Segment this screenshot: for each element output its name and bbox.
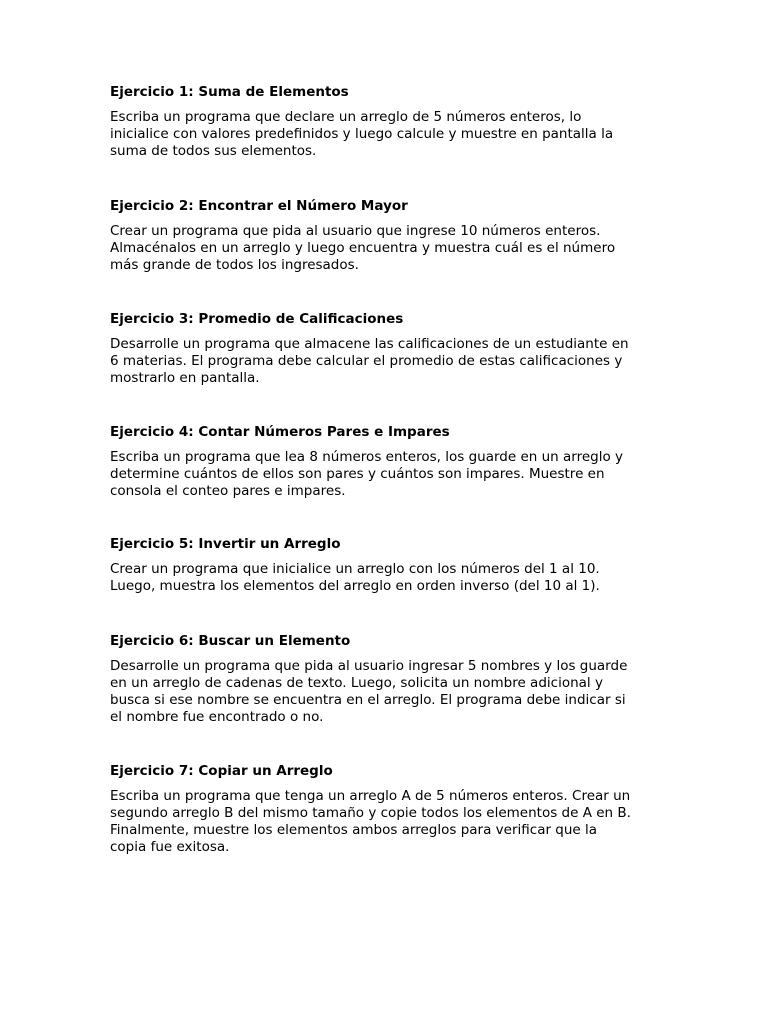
exercise-3: [110, 311, 629, 387]
exercise-title: Ejercicio 4: Contar Números Pares e Impares: [110, 424, 450, 440]
exercise-title: Ejercicio 1: Suma de Elementos: [110, 84, 349, 100]
body-line: Luego, muestra los elementos del arreglo en orden inverso (del 10 al 1).: [110, 578, 600, 594]
body-line: Almacénalos en un arreglo y luego encuentra y muestra cuál es el número: [110, 240, 616, 256]
body-line: Escriba un programa que declare un arreglo de 5 números enteros, lo: [110, 109, 582, 125]
body-line: 6 materias. El programa debe calcular el promedio de estas calificaciones y: [110, 353, 623, 369]
exercise-title: Ejercicio 5: Invertir un Arreglo: [110, 536, 341, 552]
exercise-body: [110, 788, 631, 856]
exercise-body: [110, 561, 600, 595]
exercise-body: [110, 109, 613, 160]
body-line: más grande de todos los ingresados.: [110, 257, 359, 273]
body-line: busca si ese nombre se encuentra en el arreglo. El programa debe indicar si: [110, 692, 626, 708]
body-line: Crear un programa que inicialice un arreglo con los números del 1 al 10.: [110, 561, 600, 577]
body-line: el nombre fue encontrado o no.: [110, 709, 324, 725]
body-line: Escriba un programa que tenga un arreglo A de 5 números enteros. Crear un: [110, 788, 631, 804]
body-line: suma de todos sus elementos.: [110, 143, 317, 159]
body-line: inicialice con valores predefinidos y luego calcule y muestre en pantalla la: [110, 126, 614, 142]
exercise-body: [110, 658, 627, 726]
exercise-6: [110, 633, 627, 726]
body-line: Desarrolle un programa que almacene las calificaciones de un estudiante en: [110, 336, 629, 352]
body-line: copia fue exitosa.: [110, 839, 230, 855]
exercise-5: [110, 536, 600, 595]
exercise-title: Ejercicio 2: Encontrar el Número Mayor: [110, 198, 408, 214]
exercise-2: [110, 198, 615, 274]
body-line: consola el conteo pares e impares.: [110, 483, 346, 499]
body-line: determine cuántos de ellos son pares y cuántos son impares. Muestre en: [110, 466, 605, 482]
exercise-body: [110, 449, 623, 500]
exercise-body: [110, 336, 629, 387]
exercise-1: [110, 84, 613, 160]
body-line: Escriba un programa que lea 8 números enteros, los guarde en un arreglo y: [110, 449, 624, 465]
exercise-title: Ejercicio 7: Copiar un Arreglo: [110, 763, 333, 779]
exercise-7: [110, 763, 631, 856]
body-line: en un arreglo de cadenas de texto. Luego, solicita un nombre adicional y: [110, 675, 603, 691]
body-line: Desarrolle un programa que pida al usuario ingresar 5 nombres y los guarde: [110, 658, 628, 674]
exercise-title: Ejercicio 3: Promedio de Calificaciones: [110, 311, 404, 327]
body-line: Finalmente, muestre los elementos ambos arreglos para verificar que la: [110, 822, 598, 838]
exercise-title: Ejercicio 6: Buscar un Elemento: [110, 633, 351, 649]
body-line: segundo arreglo B del mismo tamaño y copie todos los elementos de A en B.: [110, 805, 631, 821]
exercise-4: [110, 424, 623, 500]
exercise-body: [110, 223, 615, 274]
body-line: mostrarlo en pantalla.: [110, 370, 260, 386]
body-line: Crear un programa que pida al usuario que ingrese 10 números enteros.: [110, 223, 601, 239]
